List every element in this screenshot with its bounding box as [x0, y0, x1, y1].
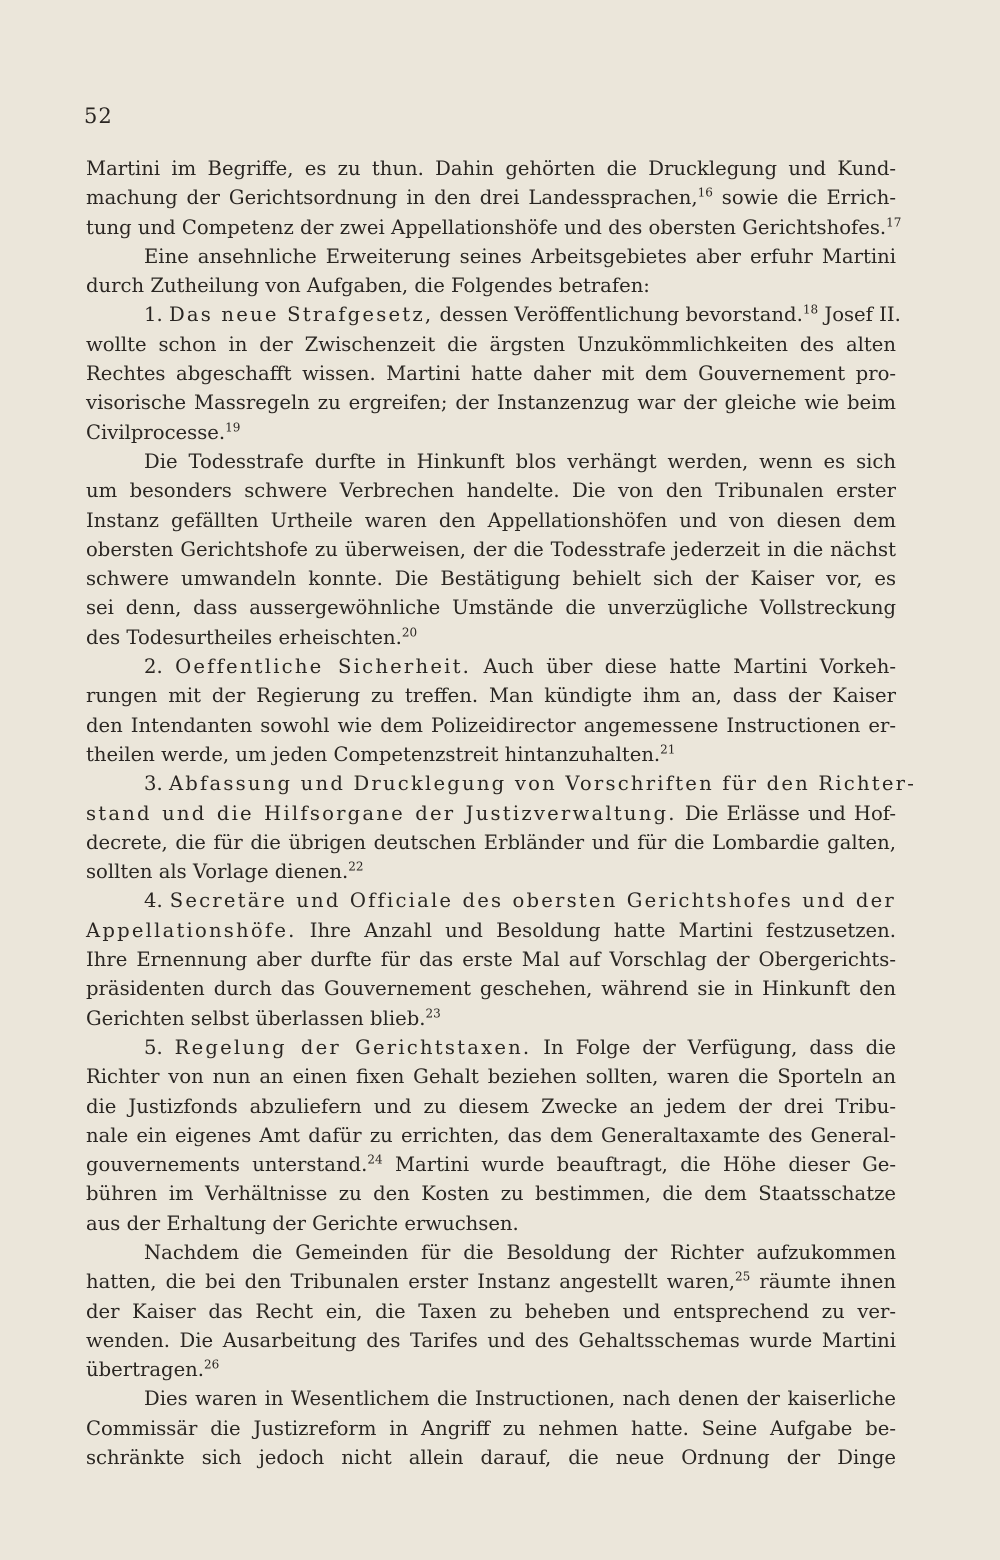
spaced-heading: Oeffentliche Sicherheit.	[175, 655, 472, 679]
line-text: Gerichten selbst überlassen blieb.	[86, 1006, 426, 1030]
spaced-heading: Abfassung und Drucklegung von Vorschriften für den Richter-	[168, 772, 917, 796]
text-line	[86, 388, 896, 417]
text-line	[86, 1443, 896, 1472]
line-text: obersten Gerichtshofe zu überweisen, der die Todesstrafe jederzeit in die nächst	[86, 537, 896, 561]
line-text: Die Todesstrafe durfte in Hinkunft blos verhängt werden, wenn es sich	[144, 449, 896, 473]
line-text: räumte ihnen	[750, 1270, 896, 1294]
text-line	[86, 799, 896, 828]
line-text: Martini im Begriffe, es zu thun. Dahin gehörten die Drucklegung und Kund-	[86, 157, 896, 180]
text-line	[86, 1033, 896, 1062]
line-text: Dies waren in Wesentlichem die Instructionen, nach denen der kaiserliche	[144, 1387, 896, 1411]
line-text: Rechtes abgeschafft wissen. Martini hatte daher mit dem Gouvernement pro-	[86, 362, 896, 386]
text-line	[86, 681, 896, 710]
footnote-ref: 18	[802, 302, 819, 317]
line-text: um besonders schwere Verbrechen handelte. Die von den Tribunalen erster	[86, 479, 896, 503]
line-text: Richter von nun an einen fixen Gehalt beziehen sollten, waren die Sporteln an	[86, 1065, 896, 1089]
text-line	[86, 1092, 896, 1121]
line-text: sowie die Errich-	[712, 186, 896, 210]
line-text: visorische Massregeln zu ergreifen; der Instanzenzug war der gleiche wie beim	[86, 391, 896, 415]
text-line	[86, 711, 896, 740]
line-text: durch Zutheilung von Aufgaben, die Folgendes betrafen:	[86, 274, 650, 298]
footnote-ref: 16	[697, 185, 713, 200]
spaced-heading: stand und die Hilfsorgane der Justizverwaltung.	[86, 801, 677, 825]
text-line	[86, 1267, 896, 1296]
line-text: bühren im Verhältnisse zu den Kosten zu bestimmen, die dem Staatsschatze	[86, 1182, 896, 1206]
text-line	[86, 564, 896, 593]
line-text: 3.	[144, 772, 169, 796]
line-text: 2.	[144, 655, 176, 679]
page-number: 52	[84, 104, 113, 128]
text-line	[86, 1062, 896, 1091]
line-text: Martini wurde beauftragt, die Höhe dieser Ge-	[382, 1153, 897, 1177]
spaced-heading: Secretäre und Officiale des obersten Gerichtshofes und der	[169, 889, 896, 913]
line-text: rungen mit der Regierung zu treffen. Man kündigte ihm an, dass der Kaiser	[86, 684, 896, 708]
text-line	[86, 916, 896, 945]
text-line	[86, 886, 896, 915]
text-line	[86, 857, 896, 886]
line-text: Eine ansehnliche Erweiterung seines Arbeitsgebietes aber erfuhr Martini	[144, 244, 896, 268]
text-line	[86, 1355, 896, 1384]
text-line	[86, 418, 896, 447]
text-line	[86, 1209, 896, 1238]
line-text: Nachdem die Gemeinden für die Besoldung der Richter aufzukommen	[144, 1240, 896, 1264]
line-text: wollte schon in der Zwischenzeit die ärgsten Unzukömmlichkeiten des alten	[86, 332, 896, 356]
spaced-heading: Das neue Strafgesetz,	[168, 303, 434, 327]
body-text	[86, 154, 917, 1472]
text-line	[86, 828, 896, 857]
line-text: Josef II.	[818, 303, 901, 327]
line-text: In Folge der Verfügung, dass die	[531, 1035, 896, 1059]
line-text: decrete, die für die übrigen deutschen Erbländer und für die Lombardie galten,	[86, 830, 896, 854]
line-text: schränkte sich jedoch nicht allein darauf, die neue Ordnung der Dinge	[86, 1446, 896, 1470]
footnote-ref: 25	[735, 1269, 751, 1284]
line-text: aus der Erhaltung der Gerichte erwuchsen.	[86, 1211, 519, 1235]
line-text: des Todesurtheiles erheischten.	[86, 625, 402, 649]
line-text: Auch über diese hatte Martini Vorkeh-	[471, 655, 896, 679]
text-line	[86, 535, 896, 564]
line-text: hatten, die bei den Tribunalen erster Instanz angestellt waren,	[86, 1270, 736, 1294]
line-text: gouvernements unterstand.	[86, 1153, 368, 1177]
spaced-heading: Regelung der Gerichtstaxen.	[174, 1035, 532, 1059]
text-line	[86, 242, 896, 271]
line-text: wenden. Die Ausarbeitung des Tarifes und des Gehaltsschemas wurde Martini	[86, 1328, 896, 1352]
line-text: 4.	[144, 889, 170, 913]
text-line	[86, 593, 896, 622]
text-line	[86, 476, 896, 505]
text-line	[86, 1414, 896, 1443]
line-text: 5.	[144, 1035, 175, 1059]
line-text: Ihre Anzahl und Besoldung hatte Martini festzusetzen.	[296, 918, 896, 942]
spaced-heading: Appellationshöfe.	[86, 918, 297, 942]
footnote-ref: 24	[367, 1152, 383, 1167]
text-line	[86, 1326, 896, 1355]
text-line	[86, 1121, 896, 1150]
footnote-ref: 19	[225, 420, 241, 435]
footnote-ref: 23	[425, 1006, 441, 1021]
line-text: Civilprocesse.	[86, 420, 226, 444]
text-line	[86, 154, 896, 183]
text-line	[86, 1179, 896, 1208]
text-line	[86, 769, 917, 798]
text-line	[86, 506, 896, 535]
text-line	[86, 1297, 896, 1326]
text-line	[86, 623, 896, 652]
text-line	[86, 359, 896, 388]
line-text: machung der Gerichtsordnung in den drei Landessprachen,	[86, 186, 698, 210]
line-text: 1.	[144, 303, 169, 327]
footnote-ref: 22	[348, 859, 364, 874]
text-line	[86, 1004, 896, 1033]
line-text: Die Erlässe und Hof-	[676, 801, 896, 825]
line-text: Instanz gefällten Urtheile waren den Appellationshöfen und von diesen dem	[86, 508, 896, 532]
line-text: sei denn, dass aussergewöhnliche Umstände die unverzügliche Vollstreckung	[86, 596, 896, 620]
text-line	[86, 271, 896, 300]
text-line	[86, 447, 896, 476]
text-line	[86, 330, 896, 359]
line-text: dessen Veröffentlichung bevorstand.	[433, 303, 803, 327]
line-text: nale ein eigenes Amt dafür zu errichten, das dem Generaltaxamte des General-	[86, 1123, 896, 1147]
text-line	[86, 1384, 896, 1413]
text-line	[86, 213, 902, 242]
text-line	[86, 1238, 896, 1267]
footnote-ref: 17	[886, 215, 902, 230]
footnote-ref: 26	[204, 1357, 220, 1372]
footnote-ref: 20	[401, 625, 418, 640]
text-line	[86, 300, 901, 329]
line-text: präsidenten durch das Gouvernement geschehen, während sie in Hinkunft den	[86, 977, 896, 1001]
text-line	[86, 740, 896, 769]
line-text: sollten als Vorlage dienen.	[86, 860, 349, 884]
text-line	[86, 945, 896, 974]
line-text: theilen werde, um jeden Competenzstreit hintanzuhalten.	[86, 742, 661, 766]
line-text: Ihre Ernennung aber durfte für das erste Mal auf Vorschlag der Obergerichts-	[86, 948, 896, 972]
line-text: der Kaiser das Recht ein, die Taxen zu beheben und entsprechend zu ver-	[86, 1299, 896, 1323]
line-text: übertragen.	[86, 1358, 205, 1382]
line-text: den Intendanten sowohl wie dem Polizeidirector angemessene Instructionen er-	[86, 713, 896, 737]
text-line	[86, 974, 896, 1003]
line-text: tung und Competenz der zwei Appellationshöfe und des obersten Gerichtshofes.	[86, 215, 887, 239]
line-text: schwere umwandeln konnte. Die Bestätigung behielt sich der Kaiser vor, es	[86, 567, 896, 591]
text-line	[86, 1150, 896, 1179]
text-line	[86, 183, 896, 212]
line-text: Commissär die Justizreform in Angriff zu nehmen hatte. Seine Aufgabe be-	[86, 1416, 896, 1440]
line-text: die Justizfonds abzuliefern und zu diesem Zwecke an jedem der drei Tribu-	[86, 1094, 896, 1118]
footnote-ref: 21	[660, 742, 676, 757]
text-line	[86, 652, 896, 681]
